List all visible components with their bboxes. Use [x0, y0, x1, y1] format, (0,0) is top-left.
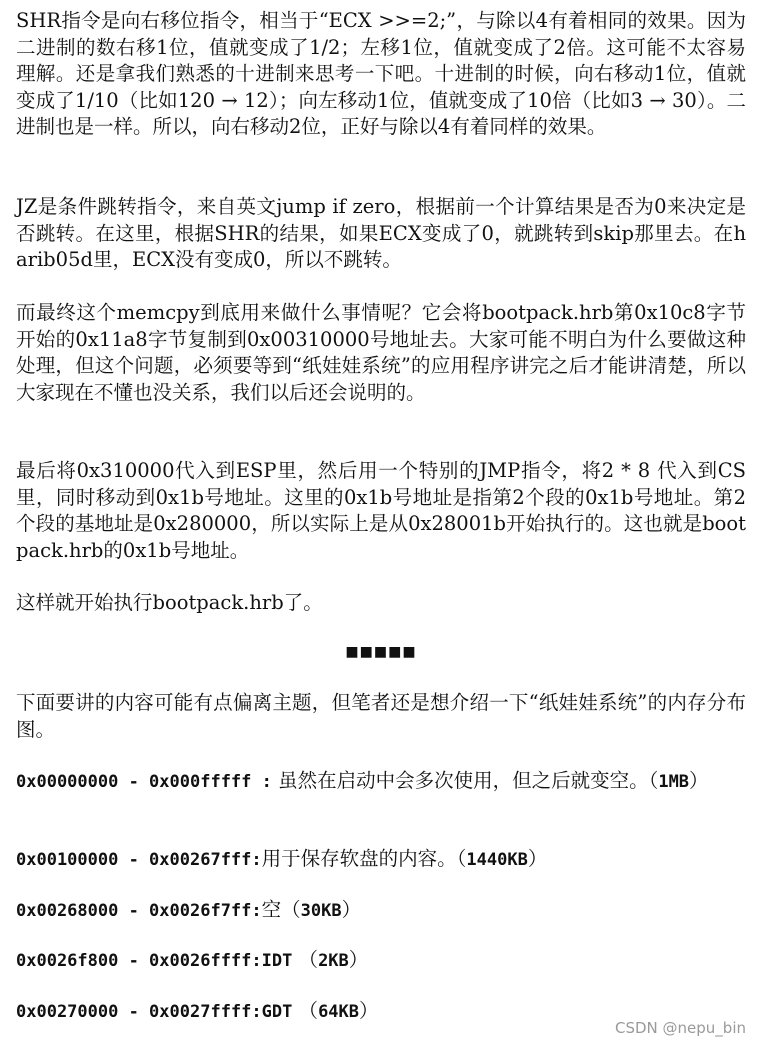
- memory-range: 0x00100000 - 0x00267fff:: [16, 850, 262, 870]
- csdn-watermark: CSDN @nepu_bin: [615, 1019, 746, 1037]
- memory-range: 0x00268000 - 0x0026f7ff:: [16, 901, 262, 921]
- memory-size-close: ）: [689, 769, 709, 792]
- memory-map-entry: [16, 846, 746, 874]
- paragraph-memory-intro: 下面要讲的内容可能有点偏离主题，但笔者还是想介绍一下“纸娃娃系统”的内存分布图。: [16, 691, 746, 741]
- section-separator: ■■■■■: [345, 644, 417, 660]
- memory-size-close: ）: [348, 948, 369, 971]
- paragraph-jz: JZ是条件跳转指令，来自英文jump if zero，根据前一个计算结果是否为0来决定是否跳转。在这里，根据SHR的结果，如果ECX变成了0，就跳转到skip那里去。在harib05d里，ECX没有变成0，所以不跳转。: [16, 195, 746, 271]
- memory-size-close: ）: [341, 898, 362, 921]
- memory-description: （: [292, 948, 319, 971]
- memory-description: 用于保存软盘的内容。（: [261, 847, 467, 870]
- memory-map-entry: [16, 768, 746, 796]
- memory-size: 1440KB: [466, 850, 528, 870]
- memory-range: 0x00270000 - 0x0027ffff:: [16, 1002, 262, 1022]
- paragraph-shr: SHR指令是向右移位指令，相当于“ECX >>=2;”，与除以4有着相同的效果。因为二进制的数右移1位，值就变成了1/2；左移1位，值就变成了2倍。这可能不太容易理解。还是拿我们熟悉的十进制来思考一下吧。十进制的时候，向右移动1位，值就变成了1/10（比如120 → 12）；向左移动1位，值就变成了10倍（比如3 → 30）。二进制也是一样。所以，向右移动2位，正好与除以4有着同样的效果。: [16, 9, 746, 138]
- memory-range: 0x0026f800 - 0x0026ffff:: [16, 951, 262, 971]
- memory-size-close: ）: [359, 999, 379, 1022]
- memory-size: 64KB: [318, 1002, 360, 1022]
- paragraph-memcpy: 而最终这个memcpy到底用来做什么事情呢？它会将bootpack.hrb第0x10c8字节开始的0x11a8字节复制到0x00310000号地址去。大家可能不明白为什么要做这种处理，但这个问题，必须要等到“纸娃娃系统”的应用程序讲完之后才能讲清楚，所以大家现在不懂也没关系，我们以后还会说明的。: [16, 301, 746, 404]
- memory-size: 1MB: [658, 772, 690, 792]
- memory-description: （: [292, 999, 319, 1022]
- memory-size: 30KB: [300, 901, 342, 921]
- memory-description: 虽然在启动中会多次使用，但之后就变空。（: [271, 769, 659, 792]
- memory-label: IDT: [261, 951, 293, 971]
- paragraph-esp-jmp: 最后将0x310000代入到ESP里，然后用一个特别的JMP指令，将2 * 8 代入到CS里，同时移动到0x1b号地址。这里的0x1b号地址是指第2个段的0x1b号地址。第2个段的基地址是0x280000，所以实际上是从0x28001b开始执行的。这也就是bootpack.hrb的0x1b号地址。: [16, 459, 746, 562]
- paragraph-start-bootpack: 这样就开始执行bootpack.hrb了。: [16, 591, 323, 614]
- memory-range: 0x00000000 - 0x000fffff :: [16, 772, 272, 792]
- memory-label: GDT: [261, 1002, 293, 1022]
- memory-map-entry: [16, 897, 746, 925]
- memory-map-entry: [16, 947, 746, 975]
- memory-description: 空（: [261, 898, 301, 921]
- memory-size: 2KB: [318, 951, 349, 971]
- memory-size-close: ）: [527, 847, 548, 870]
